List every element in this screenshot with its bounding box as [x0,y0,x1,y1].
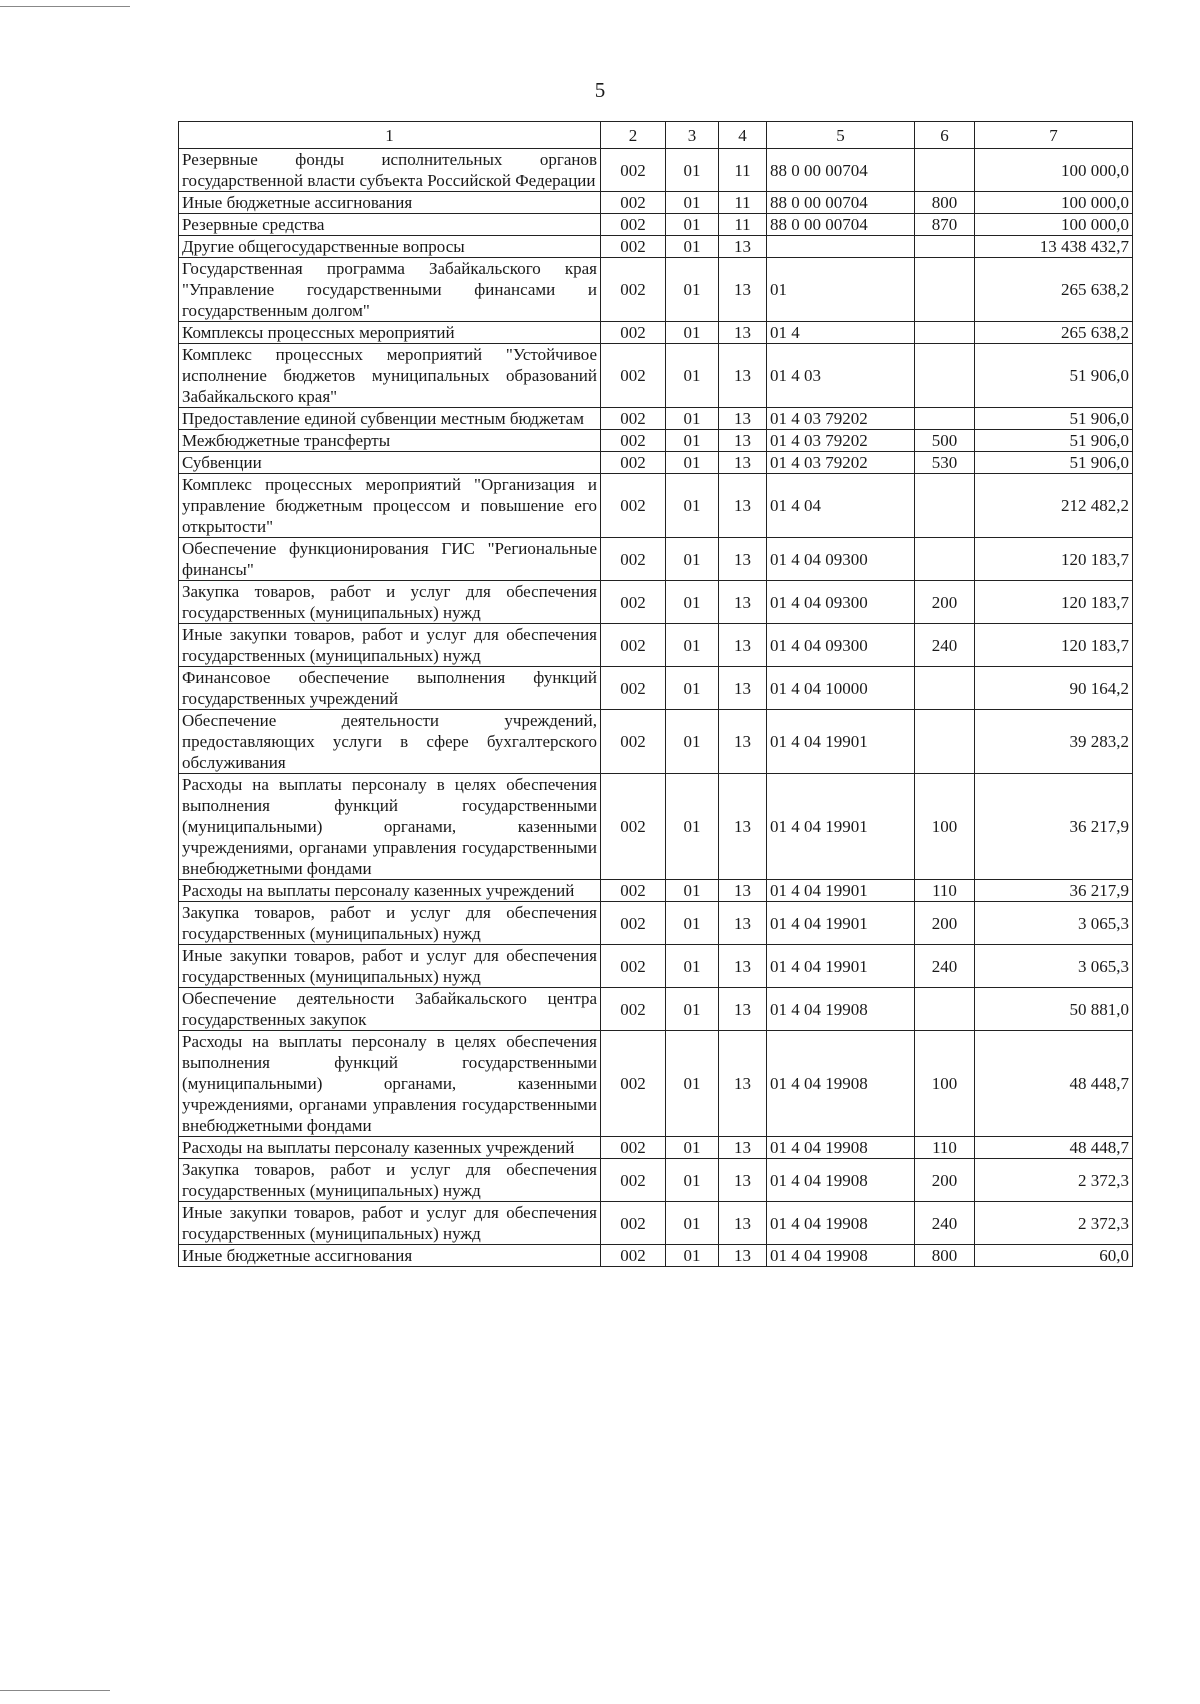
target-code-cell: 01 4 03 79202 [767,452,915,474]
subsection-code-cell: 13 [719,236,767,258]
row-name-cell: Расходы на выплаты персоналу казенных учреждений [179,1137,601,1159]
admin-code-cell: 002 [601,149,666,192]
subsection-code-cell: 13 [719,1137,767,1159]
admin-code-cell: 002 [601,774,666,880]
row-name-cell: Обеспечение функционирования ГИС "Региональные финансы" [179,538,601,581]
expense-type-cell [915,258,975,322]
table-row [179,1245,1133,1267]
expense-type-cell: 240 [915,624,975,667]
row-name-cell: Комплекс процессных мероприятий "Устойчивое исполнение бюджетов муниципальных образований Забайкальского края" [179,344,601,408]
target-code-cell: 01 4 04 19908 [767,1245,915,1267]
admin-code-cell: 002 [601,581,666,624]
admin-code-cell: 002 [601,344,666,408]
page-number: 5 [594,78,606,102]
row-name-cell: Иные закупки товаров, работ и услуг для обеспечения государственных (муниципальных) нужд [179,624,601,667]
table-row [179,149,1133,192]
row-name-cell: Государственная программа Забайкальского края "Управление государственными финансами и государственным долгом" [179,258,601,322]
expense-type-cell: 800 [915,1245,975,1267]
table-row [179,1137,1133,1159]
admin-code-cell: 002 [601,667,666,710]
row-name-cell: Финансовое обеспечение выполнения функций государственных учреждений [179,667,601,710]
amount-cell: 265 638,2 [975,322,1133,344]
target-code-cell: 01 4 [767,322,915,344]
table-row [179,880,1133,902]
subsection-code-cell: 13 [719,430,767,452]
subsection-code-cell: 13 [719,667,767,710]
table-row [179,988,1133,1031]
admin-code-cell: 002 [601,710,666,774]
section-code-cell: 01 [666,430,719,452]
subsection-code-cell: 13 [719,474,767,538]
subsection-code-cell: 13 [719,902,767,945]
amount-cell: 100 000,0 [975,192,1133,214]
section-code-cell: 01 [666,902,719,945]
amount-cell: 212 482,2 [975,474,1133,538]
amount-cell: 60,0 [975,1245,1133,1267]
amount-cell: 36 217,9 [975,774,1133,880]
section-code-cell: 01 [666,149,719,192]
table-row [179,452,1133,474]
section-code-cell: 01 [666,710,719,774]
subsection-code-cell: 13 [719,408,767,430]
target-code-cell: 01 4 04 19901 [767,945,915,988]
expense-type-cell: 530 [915,452,975,474]
table-row [179,667,1133,710]
amount-cell: 36 217,9 [975,880,1133,902]
row-name-cell: Иные бюджетные ассигнования [179,192,601,214]
table-row [179,192,1133,214]
section-code-cell: 01 [666,538,719,581]
row-name-cell: Резервные фонды исполнительных органов государственной власти субъекта Российской Федерации [179,149,601,192]
section-code-cell: 01 [666,1202,719,1245]
expense-type-cell: 240 [915,945,975,988]
subsection-code-cell: 13 [719,1202,767,1245]
expense-type-cell [915,667,975,710]
amount-cell: 90 164,2 [975,667,1133,710]
subsection-code-cell: 13 [719,344,767,408]
section-code-cell: 01 [666,322,719,344]
section-code-cell: 01 [666,214,719,236]
subsection-code-cell: 11 [719,149,767,192]
section-code-cell: 01 [666,624,719,667]
expense-type-cell [915,408,975,430]
table-row [179,581,1133,624]
expense-type-cell: 200 [915,581,975,624]
table-row [179,430,1133,452]
section-code-cell: 01 [666,344,719,408]
section-code-cell: 01 [666,667,719,710]
amount-cell: 120 183,7 [975,581,1133,624]
expense-type-cell: 200 [915,1159,975,1202]
row-name-cell: Комплекс процессных мероприятий "Организация и управление бюджетным процессом и повышение его открытости" [179,474,601,538]
table-row [179,1202,1133,1245]
subsection-code-cell: 13 [719,322,767,344]
expense-type-cell: 100 [915,774,975,880]
expense-type-cell [915,322,975,344]
section-code-cell: 01 [666,1031,719,1137]
table-row [179,624,1133,667]
target-code-cell: 01 4 03 79202 [767,408,915,430]
table-row [179,214,1133,236]
admin-code-cell: 002 [601,880,666,902]
amount-cell: 48 448,7 [975,1031,1133,1137]
admin-code-cell: 002 [601,1031,666,1137]
amount-cell: 2 372,3 [975,1159,1133,1202]
row-name-cell: Иные закупки товаров, работ и услуг для обеспечения государственных (муниципальных) нужд [179,945,601,988]
target-code-cell: 01 4 04 19908 [767,1202,915,1245]
section-code-cell: 01 [666,581,719,624]
expense-type-cell [915,538,975,581]
scan-artifact-top-line [0,6,130,7]
table-row [179,258,1133,322]
expense-type-cell: 100 [915,1031,975,1137]
subsection-code-cell: 13 [719,1159,767,1202]
row-name-cell: Иные бюджетные ассигнования [179,1245,601,1267]
amount-cell: 48 448,7 [975,1137,1133,1159]
target-code-cell: 01 4 04 19901 [767,710,915,774]
admin-code-cell: 002 [601,988,666,1031]
target-code-cell [767,236,915,258]
expense-type-cell: 240 [915,1202,975,1245]
subsection-code-cell: 11 [719,192,767,214]
amount-cell: 51 906,0 [975,408,1133,430]
target-code-cell: 01 4 04 10000 [767,667,915,710]
admin-code-cell: 002 [601,214,666,236]
row-name-cell: Закупка товаров, работ и услуг для обеспечения государственных (муниципальных) нужд [179,902,601,945]
target-code-cell: 88 0 00 00704 [767,214,915,236]
expense-type-cell: 870 [915,214,975,236]
amount-cell: 120 183,7 [975,624,1133,667]
target-code-cell: 01 4 04 09300 [767,624,915,667]
amount-cell: 3 065,3 [975,945,1133,988]
column-header: 1 [179,122,601,149]
row-name-cell: Обеспечение деятельности учреждений, предоставляющих услуги в сфере бухгалтерского обслуживания [179,710,601,774]
section-code-cell: 01 [666,1159,719,1202]
expense-type-cell: 200 [915,902,975,945]
section-code-cell: 01 [666,774,719,880]
row-name-cell: Субвенции [179,452,601,474]
section-code-cell: 01 [666,474,719,538]
subsection-code-cell: 13 [719,258,767,322]
expense-type-cell [915,149,975,192]
subsection-code-cell: 13 [719,945,767,988]
row-name-cell: Расходы на выплаты персоналу казенных учреждений [179,880,601,902]
subsection-code-cell: 13 [719,581,767,624]
target-code-cell: 01 4 04 19908 [767,988,915,1031]
budget-table [178,121,1133,1267]
row-name-cell: Другие общегосударственные вопросы [179,236,601,258]
amount-cell: 51 906,0 [975,430,1133,452]
column-header: 6 [915,122,975,149]
table-row [179,344,1133,408]
column-number-header-row [179,122,1133,149]
table-row [179,1159,1133,1202]
target-code-cell: 01 4 04 19908 [767,1159,915,1202]
section-code-cell: 01 [666,880,719,902]
target-code-cell: 01 4 04 09300 [767,538,915,581]
row-name-cell: Предоставление единой субвенции местным бюджетам [179,408,601,430]
subsection-code-cell: 11 [719,214,767,236]
table-row [179,710,1133,774]
target-code-cell: 88 0 00 00704 [767,192,915,214]
amount-cell: 265 638,2 [975,258,1133,322]
section-code-cell: 01 [666,988,719,1031]
row-name-cell: Межбюджетные трансферты [179,430,601,452]
subsection-code-cell: 13 [719,988,767,1031]
target-code-cell: 01 4 04 19901 [767,774,915,880]
admin-code-cell: 002 [601,538,666,581]
subsection-code-cell: 13 [719,1031,767,1137]
admin-code-cell: 002 [601,624,666,667]
section-code-cell: 01 [666,408,719,430]
admin-code-cell: 002 [601,192,666,214]
table-row [179,408,1133,430]
target-code-cell: 01 4 04 [767,474,915,538]
admin-code-cell: 002 [601,902,666,945]
expense-type-cell [915,236,975,258]
expense-type-cell: 800 [915,192,975,214]
target-code-cell: 01 4 03 [767,344,915,408]
table-row [179,902,1133,945]
row-name-cell: Расходы на выплаты персоналу в целях обеспечения выполнения функций государственными (муниципальными) органами, казенными учреждениями, органами управления государственными внебюджетными фондами [179,1031,601,1137]
table-row [179,236,1133,258]
admin-code-cell: 002 [601,1245,666,1267]
subsection-code-cell: 13 [719,538,767,581]
target-code-cell: 01 4 03 79202 [767,430,915,452]
scan-artifact-bottom-line [0,1690,110,1691]
expense-type-cell: 110 [915,880,975,902]
table-row [179,774,1133,880]
amount-cell: 51 906,0 [975,344,1133,408]
amount-cell: 120 183,7 [975,538,1133,581]
subsection-code-cell: 13 [719,710,767,774]
section-code-cell: 01 [666,452,719,474]
target-code-cell: 01 [767,258,915,322]
table-row [179,538,1133,581]
section-code-cell: 01 [666,1137,719,1159]
admin-code-cell: 002 [601,945,666,988]
expense-type-cell: 110 [915,1137,975,1159]
subsection-code-cell: 13 [719,624,767,667]
target-code-cell: 01 4 04 19901 [767,880,915,902]
row-name-cell: Закупка товаров, работ и услуг для обеспечения государственных (муниципальных) нужд [179,581,601,624]
admin-code-cell: 002 [601,1137,666,1159]
target-code-cell: 01 4 04 19908 [767,1137,915,1159]
row-name-cell: Комплексы процессных мероприятий [179,322,601,344]
column-header: 2 [601,122,666,149]
subsection-code-cell: 13 [719,452,767,474]
section-code-cell: 01 [666,258,719,322]
target-code-cell: 01 4 04 19901 [767,902,915,945]
admin-code-cell: 002 [601,452,666,474]
admin-code-cell: 002 [601,322,666,344]
expense-type-cell [915,710,975,774]
admin-code-cell: 002 [601,408,666,430]
amount-cell: 50 881,0 [975,988,1133,1031]
admin-code-cell: 002 [601,236,666,258]
admin-code-cell: 002 [601,430,666,452]
subsection-code-cell: 13 [719,774,767,880]
amount-cell: 2 372,3 [975,1202,1133,1245]
table-row [179,474,1133,538]
subsection-code-cell: 13 [719,1245,767,1267]
admin-code-cell: 002 [601,1202,666,1245]
admin-code-cell: 002 [601,474,666,538]
admin-code-cell: 002 [601,258,666,322]
expense-type-cell [915,474,975,538]
column-header: 3 [666,122,719,149]
column-header: 7 [975,122,1133,149]
section-code-cell: 01 [666,945,719,988]
row-name-cell: Иные закупки товаров, работ и услуг для обеспечения государственных (муниципальных) нужд [179,1202,601,1245]
table-row [179,1031,1133,1137]
table-row [179,945,1133,988]
column-header: 5 [767,122,915,149]
amount-cell: 3 065,3 [975,902,1133,945]
section-code-cell: 01 [666,192,719,214]
target-code-cell: 88 0 00 00704 [767,149,915,192]
section-code-cell: 01 [666,236,719,258]
amount-cell: 100 000,0 [975,214,1133,236]
amount-cell: 100 000,0 [975,149,1133,192]
table-body [179,149,1133,1267]
row-name-cell: Закупка товаров, работ и услуг для обеспечения государственных (муниципальных) нужд [179,1159,601,1202]
expense-type-cell [915,988,975,1031]
expense-type-cell: 500 [915,430,975,452]
row-name-cell: Обеспечение деятельности Забайкальского центра государственных закупок [179,988,601,1031]
column-header: 4 [719,122,767,149]
row-name-cell: Расходы на выплаты персоналу в целях обеспечения выполнения функций государственными (муниципальными) органами, казенными учреждениями, органами управления государственными внебюджетными фондами [179,774,601,880]
target-code-cell: 01 4 04 19908 [767,1031,915,1137]
expense-type-cell [915,344,975,408]
amount-cell: 51 906,0 [975,452,1133,474]
amount-cell: 13 438 432,7 [975,236,1133,258]
table-row [179,322,1133,344]
amount-cell: 39 283,2 [975,710,1133,774]
admin-code-cell: 002 [601,1159,666,1202]
target-code-cell: 01 4 04 09300 [767,581,915,624]
subsection-code-cell: 13 [719,880,767,902]
row-name-cell: Резервные средства [179,214,601,236]
section-code-cell: 01 [666,1245,719,1267]
